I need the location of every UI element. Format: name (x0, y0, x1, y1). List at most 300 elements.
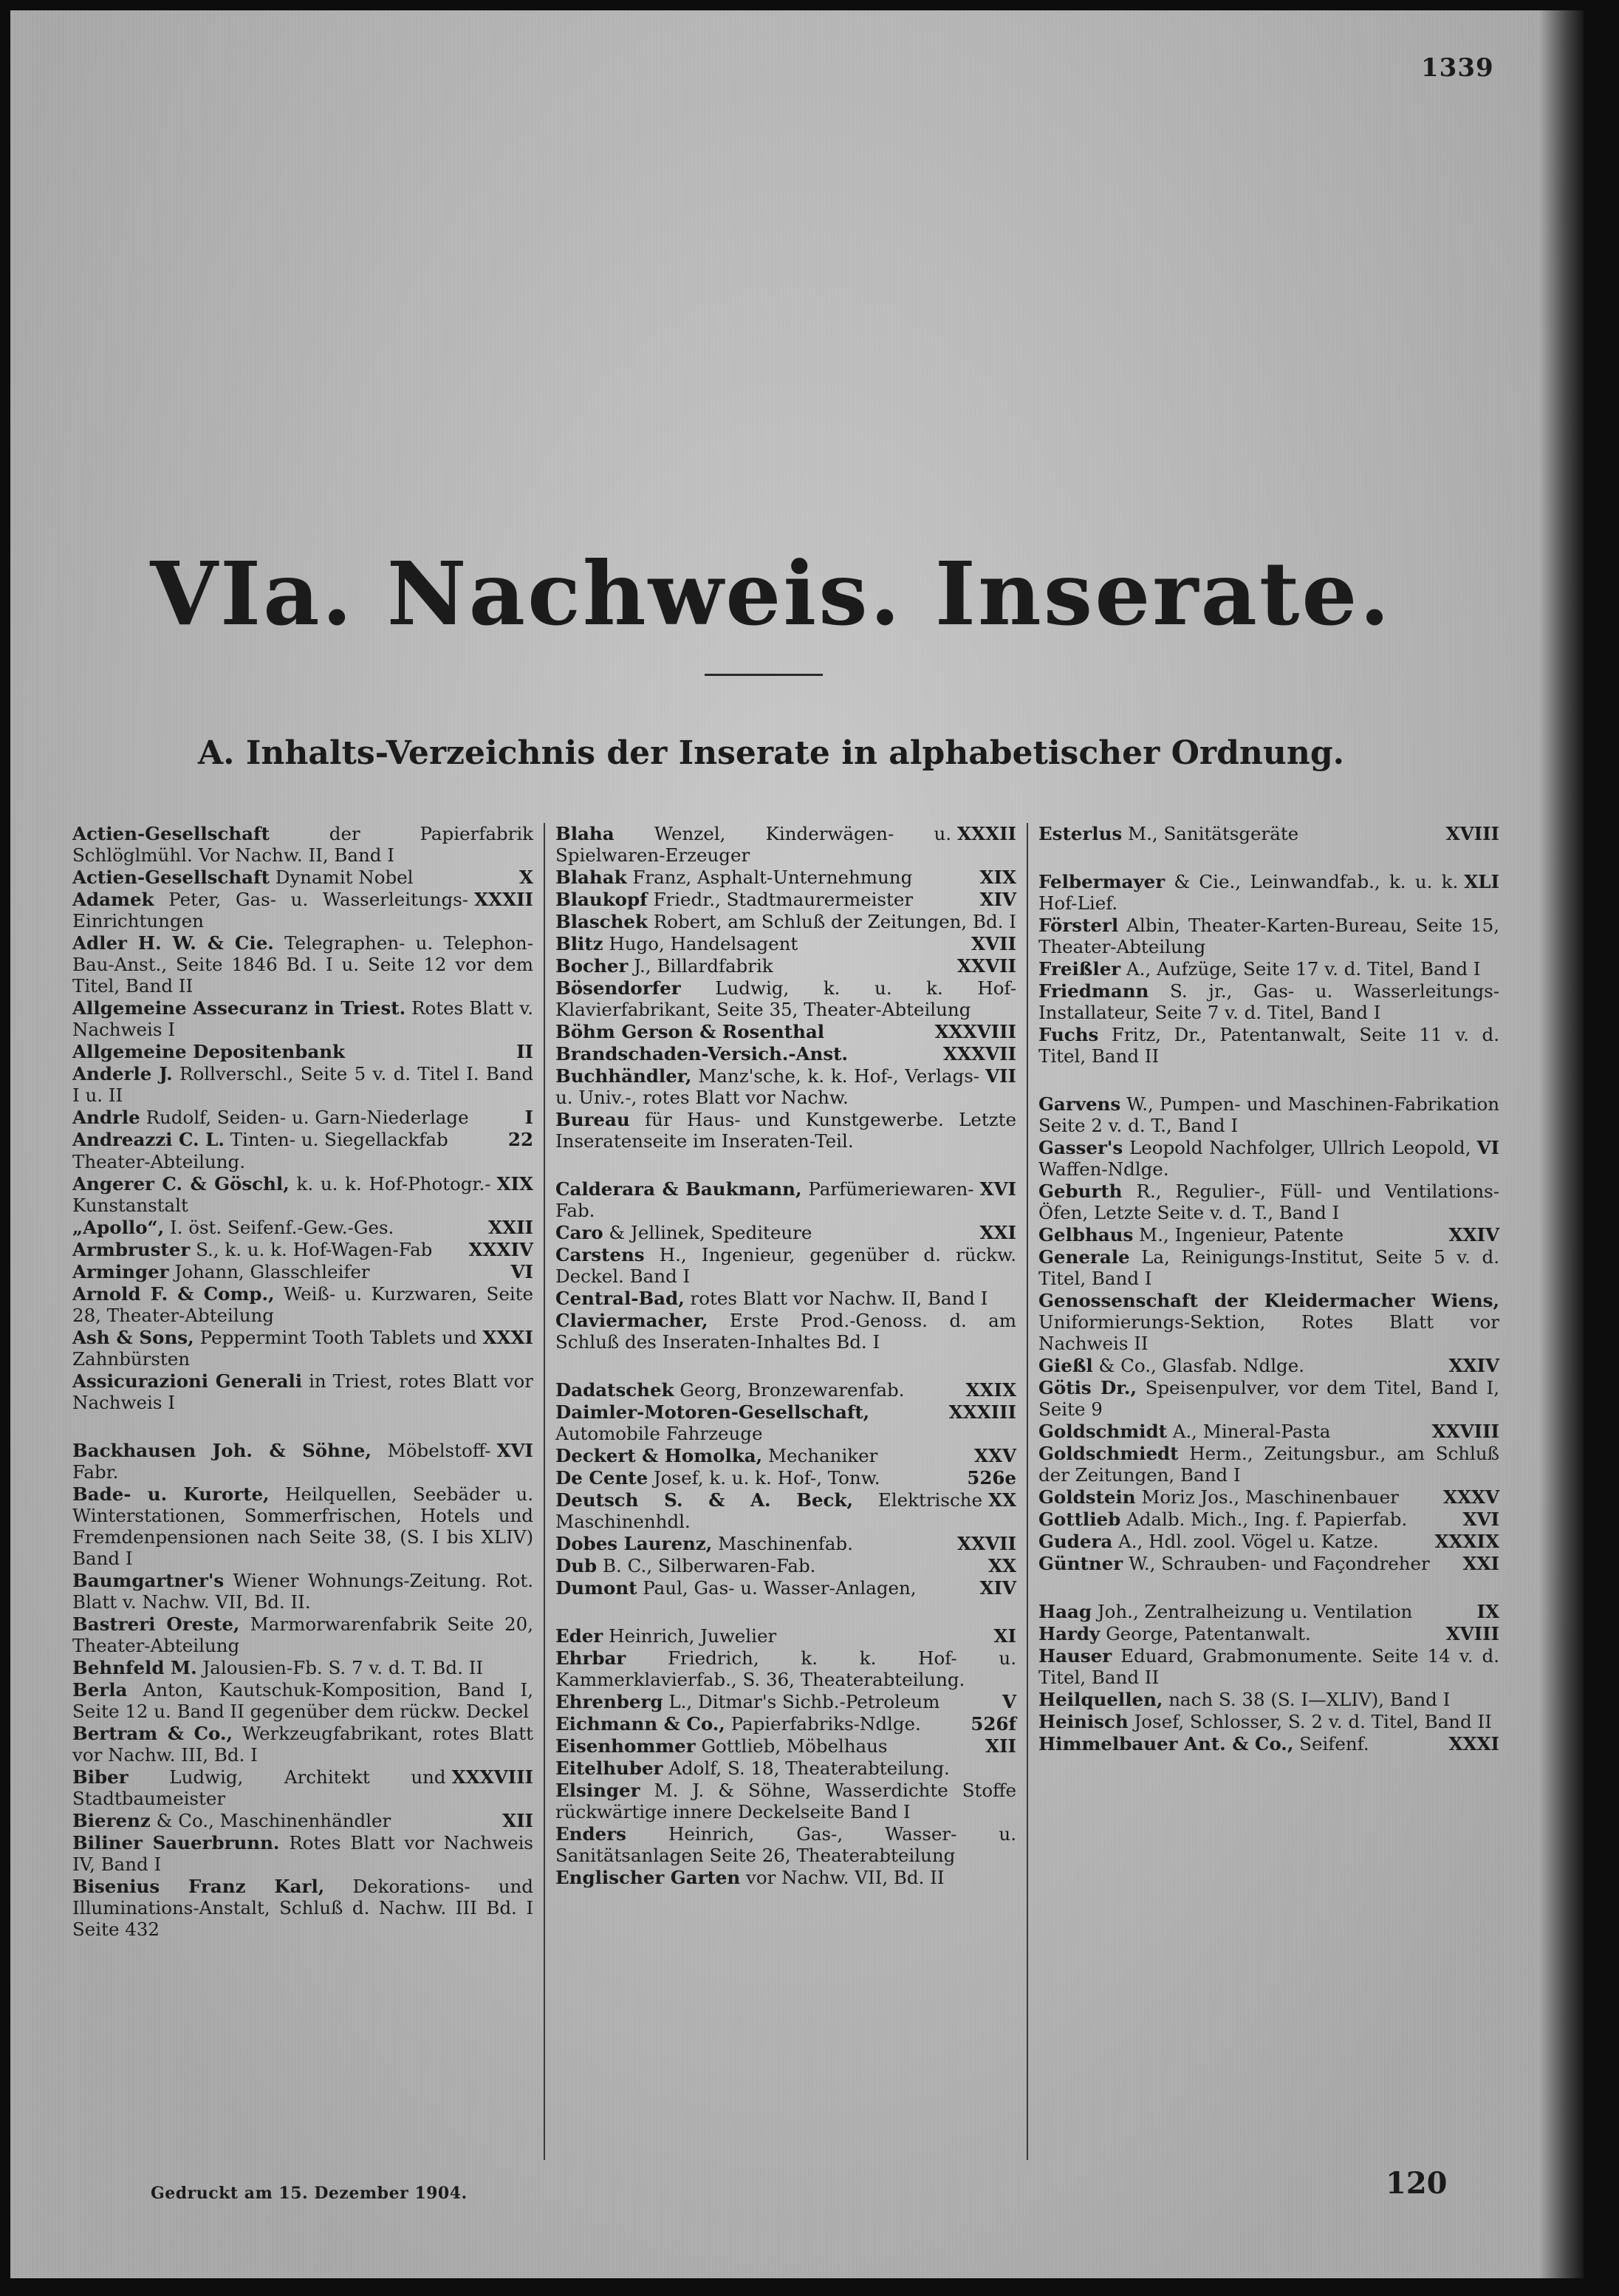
entry-name: Fuchs (1038, 1024, 1099, 1045)
entry-description: Peter, Gas- u. Wasserleitungs-Einrichtungen (72, 889, 469, 932)
entry-name: Actien-Gesellschaft (72, 867, 270, 888)
entry-description: & Co., Glasfab. Ndlge. (1098, 1355, 1305, 1376)
entry-reference: XXII (488, 1217, 533, 1238)
entry-name: Behnfeld M. (72, 1657, 197, 1678)
entry-description: Heilquellen, Seebäder u. Winterstationen, Sommerfrischen, Hotels und Fremdenpensionen nach Seite 38, (S. I bis XLIV) Band I (72, 1483, 533, 1569)
entry-reference: I (524, 1107, 533, 1128)
entry-name: Bisenius Franz Karl, (72, 1876, 325, 1897)
index-entry (555, 1867, 1016, 1888)
entry-name: Deckert & Homolka, (555, 1445, 763, 1466)
index-entry (72, 997, 533, 1040)
entry-reference: IX (1476, 1601, 1499, 1622)
index-entry (1038, 1601, 1499, 1622)
index-entry (72, 1570, 533, 1613)
entry-name: De Cente (555, 1467, 648, 1489)
entry-name: Himmelbauer Ant. & Co., (1038, 1733, 1294, 1755)
entry-name: Biliner Sauerbrunn. (72, 1832, 280, 1853)
entry-name: Gudera (1038, 1531, 1113, 1552)
entry-description: W., Schrauben- und Façondreher (1128, 1553, 1430, 1574)
entry-name: Böhm Gerson & Rosenthal (555, 1021, 825, 1042)
index-entry (555, 1577, 1016, 1599)
entry-name: Arnold F. & Comp., (72, 1283, 275, 1305)
entry-description: Franz, Asphalt-Unternehmung (632, 867, 913, 888)
entry-name: Carstens (555, 1244, 645, 1265)
index-entry (72, 823, 533, 866)
entry-name: Esterlus (1038, 823, 1123, 844)
document-page (10, 10, 1584, 2278)
entry-description: Mechaniker (767, 1445, 878, 1466)
entry-reference: XXXI (1448, 1733, 1499, 1755)
entry-description: Rotes Blatt vor Nachweis IV, Band I (72, 1832, 533, 1875)
index-entry (555, 1310, 1016, 1353)
title-rule (705, 674, 823, 676)
entry-reference: XXVII (957, 955, 1016, 977)
index-entry (72, 889, 533, 932)
entry-name: Blaha (555, 823, 615, 844)
entry-description: Heinrich, Gas-, Wasser- u. Sanitätsanlagen Seite 26, Theaterabteilung (555, 1823, 1017, 1866)
entry-description: L., Ditmar's Sichb.-Petroleum (668, 1691, 940, 1712)
entry-name: Gottlieb (1038, 1509, 1121, 1530)
entry-name: Ehrenberg (555, 1691, 663, 1712)
index-entry (555, 1065, 1016, 1108)
entry-name: Dub (555, 1555, 598, 1576)
entry-description: M., Ingenieur, Patente (1139, 1224, 1344, 1246)
entry-reference: XXXVII (943, 1043, 1016, 1065)
index-entry (555, 1467, 1016, 1489)
index-entry (555, 1043, 1016, 1065)
entry-description: Dynamit Nobel (275, 867, 414, 888)
entry-description: Josef, Schlosser, S. 2 v. d. Titel, Band II (1134, 1711, 1492, 1732)
index-entry (72, 1283, 533, 1326)
index-entry (72, 1217, 533, 1238)
index-entry (555, 1244, 1016, 1287)
entry-name: Bureau (555, 1109, 630, 1130)
index-entry (72, 867, 533, 888)
index-column-3 (1027, 823, 1510, 2160)
index-entry (1038, 1246, 1499, 1289)
entry-description: Ludwig, k. u. k. Hof-Klavierfabrikant, Seite 35, Theater-Abteilung (555, 977, 1016, 1020)
index-entry (555, 1533, 1016, 1554)
entry-reference: 526f (971, 1713, 1016, 1735)
printer-imprint: Gedruckt am 15. Dezember 1904. (151, 2184, 468, 2203)
entry-description: Parfümeriewaren-Fab. (555, 1178, 974, 1221)
index-entry (1038, 1486, 1499, 1508)
index-entry (1038, 1733, 1499, 1755)
index-entry (555, 1713, 1016, 1735)
entry-description: Johann, Glasschleifer (174, 1261, 370, 1282)
index-entry (555, 1625, 1016, 1647)
main-title: VIa. Nachweis. Inserate. (150, 542, 1392, 645)
entry-name: Allgemeine Assecuranz in Triest. (72, 997, 406, 1019)
entry-description: rotes Blatt vor Nachw. II, Band I (690, 1288, 988, 1309)
index-entry (555, 1222, 1016, 1243)
entry-reference: XIV (979, 1577, 1016, 1599)
entry-reference: XXI (1462, 1553, 1499, 1574)
entry-description: Wiener Wohnungs-Zeitung. Rot. Blatt v. Nachw. VII, Bd. II. (72, 1570, 533, 1613)
entry-reference: XVII (971, 933, 1016, 954)
entry-name: Gasser's (1038, 1137, 1123, 1158)
entry-reference: VI (1476, 1137, 1499, 1158)
entry-description: Möbelstoff-Fabr. (72, 1440, 491, 1483)
index-entry (72, 1440, 533, 1483)
index-entry (1038, 1509, 1499, 1530)
index-entry (1038, 915, 1499, 957)
index-entry (555, 955, 1016, 977)
entry-description: & Cie., Leinwandfab., k. u. k. Hof-Lief. (1038, 871, 1459, 914)
entry-name: Blaukopf (555, 889, 648, 910)
index-entry (1038, 1421, 1499, 1442)
entry-description: Theater-Abteilung. (72, 1151, 245, 1172)
entry-description: Moriz Jos., Maschinenbauer (1141, 1486, 1399, 1508)
entry-name: Caro (555, 1222, 603, 1243)
index-entry (555, 1489, 1016, 1532)
entry-name: Heilquellen, (1038, 1689, 1163, 1710)
entry-description: & Co., Maschinenhändler (156, 1810, 391, 1831)
entry-description: Rudolf, Seiden- u. Garn-Niederlage (146, 1107, 469, 1128)
entry-name: Blahak (555, 867, 627, 888)
entry-description: Hugo, Handelsagent (609, 933, 798, 954)
entry-description: A., Mineral-Pasta (1172, 1421, 1331, 1442)
index-entry (1038, 1181, 1499, 1223)
entry-reference: XXXVIII (451, 1766, 533, 1788)
entry-description: Maschinenfab. (718, 1533, 853, 1554)
entry-reference: XXI (979, 1222, 1016, 1243)
entry-name: Försterl (1038, 915, 1119, 936)
entry-reference: XXXIX (1434, 1531, 1499, 1552)
entry-reference: II (516, 1041, 533, 1062)
entry-name: Bade- u. Kurorte, (72, 1483, 270, 1505)
entry-name: Biber (72, 1766, 129, 1788)
index-entry (1038, 1290, 1499, 1354)
index-entry (72, 1679, 533, 1722)
entry-description: Seifenf. (1299, 1733, 1369, 1755)
entry-reference: VII (985, 1065, 1016, 1087)
index-entry (555, 1178, 1016, 1221)
entry-reference: VI (510, 1261, 533, 1282)
entry-name: Daimler-Motoren-Gesellschaft, (555, 1401, 870, 1423)
index-entry (1038, 980, 1499, 1023)
entry-description: Friedr., Stadtmaurermeister (653, 889, 914, 910)
entry-name: Dobes Laurenz, (555, 1533, 713, 1554)
index-entry (72, 1723, 533, 1766)
page-edge-shadow (1539, 10, 1584, 2278)
entry-name: Bertram & Co., (72, 1723, 233, 1744)
entry-description: Eduard, Grabmonumente. Seite 14 v. d. Titel, Band II (1038, 1645, 1499, 1688)
entry-name: Generale (1038, 1246, 1130, 1268)
entry-reference: XXIV (1448, 1224, 1499, 1246)
index-entry (1038, 1689, 1499, 1710)
entry-reference: XX (988, 1555, 1016, 1576)
entry-description: in Triest, rotes Blatt vor Nachweis I (72, 1370, 533, 1413)
entry-description: A., Aufzüge, Seite 17 v. d. Titel, Band I (1126, 958, 1481, 980)
entry-reference: XXIV (1448, 1355, 1499, 1376)
entry-name: Andreazzi C. L. (72, 1129, 225, 1150)
index-entry (555, 977, 1016, 1020)
index-entry (1038, 1553, 1499, 1574)
entry-description: Wenzel, Kinderwägen- u. Spielwaren-Erzeuger (555, 823, 952, 866)
entry-name: Calderara & Baukmann, (555, 1178, 802, 1200)
entry-description: Telegraphen- u. Telephon-Bau-Anst., Seite 1846 Bd. I u. Seite 12 vor dem Titel, Band II (72, 932, 533, 997)
entry-name: Enders (555, 1823, 626, 1845)
index-entry (555, 1757, 1016, 1779)
entry-name: „Apollo“, (72, 1217, 165, 1238)
entry-name: Goldstein (1038, 1486, 1136, 1508)
index-entry (1038, 1711, 1499, 1732)
index-entry (72, 1810, 533, 1831)
entry-name: Heinisch (1038, 1711, 1129, 1732)
entry-description: Marmorwarenfabrik Seite 20, Theater-Abteilung (72, 1613, 533, 1656)
index-entry (72, 1173, 533, 1216)
entry-description: Fritz, Dr., Patentanwalt, Seite 11 v. d. Titel, Band II (1038, 1024, 1499, 1067)
index-entry (1038, 1531, 1499, 1552)
entry-description: Papierfabriks-Ndlge. (730, 1713, 921, 1735)
entry-reference: 526e (967, 1467, 1016, 1489)
index-entry (72, 1239, 533, 1260)
entry-description: Leopold Nachfolger, Ullrich Leopold, Waffen-Ndlge. (1038, 1137, 1471, 1180)
entry-description: Joh., Zentralheizung u. Ventilation (1097, 1601, 1413, 1622)
entry-description: k. u. k. Hof-Photogr.-Kunstanstalt (72, 1173, 491, 1216)
index-entry (1038, 1093, 1499, 1136)
index-entry (555, 823, 1016, 866)
entry-description: J., Billardfabrik (634, 955, 773, 977)
entry-description: Manz'sche, k. k. Hof-, Verlags- u. Univ.-, rotes Blatt vor Nachw. (555, 1065, 980, 1108)
entry-name: Andrle (72, 1107, 140, 1128)
index-entry (72, 1151, 533, 1172)
entry-name: Gießl (1038, 1355, 1093, 1376)
index-entry (555, 933, 1016, 954)
entry-name: Blitz (555, 933, 603, 954)
entry-name: Anderle J. (72, 1063, 173, 1084)
entry-description: Friedrich, k. k. Hof- u. Kammerklavierfab., S. 36, Theaterabteilung. (555, 1647, 1017, 1690)
entry-name: Backhausen Joh. & Söhne, (72, 1440, 372, 1461)
page-number: 1339 (1421, 53, 1494, 83)
entry-description: Ludwig, Architekt und Stadtbaumeister (72, 1766, 446, 1809)
signature-number: 120 (1386, 2166, 1448, 2201)
entry-name: Berla (72, 1679, 128, 1701)
entry-name: Eisenhommer (555, 1735, 696, 1757)
index-entry (1038, 1355, 1499, 1376)
entry-description: Erste Prod.-Genoss. d. am Schluß des Inseraten-Inhaltes Bd. I (555, 1310, 1016, 1353)
entry-description: Paul, Gas- u. Wasser-Anlagen, (643, 1577, 917, 1599)
entry-name: Eder (555, 1625, 603, 1647)
index-entry (72, 1876, 533, 1940)
entry-reference: V (1002, 1691, 1016, 1712)
index-entry (1038, 1137, 1499, 1180)
index-entry (72, 1657, 533, 1678)
entry-name: Eitelhuber (555, 1757, 663, 1779)
entry-name: Haag (1038, 1601, 1092, 1622)
entry-name: Armbruster (72, 1239, 191, 1260)
index-entry (1038, 1224, 1499, 1246)
entry-description: Uniformierungs-Sektion, Rotes Blatt vor Nachweis II (1038, 1311, 1499, 1354)
entry-name: Dumont (555, 1577, 637, 1599)
entry-reference: XIV (979, 889, 1016, 910)
entry-name: Goldschmiedt (1038, 1443, 1179, 1464)
index-entry (555, 1445, 1016, 1466)
entry-reference: XII (985, 1735, 1016, 1757)
entry-description: Josef, k. u. k. Hof-, Tonw. (653, 1467, 880, 1489)
entry-name: Deutsch S. & A. Beck, (555, 1489, 853, 1511)
entry-description: Robert, am Schluß der Zeitungen, Bd. I (653, 911, 1016, 932)
entry-description: nach S. 38 (S. I—XLIV), Band I (1168, 1689, 1451, 1710)
index-entry (1038, 1645, 1499, 1688)
entry-description: George, Patentanwalt. (1106, 1623, 1311, 1644)
entry-name: Adamek (72, 889, 154, 910)
entry-description: Georg, Bronzewarenfab. (680, 1379, 905, 1401)
index-entry (555, 1691, 1016, 1712)
entry-description: Jalousien-Fb. S. 7 v. d. T. Bd. II (202, 1657, 484, 1678)
entry-name: Arminger (72, 1261, 169, 1282)
entry-name: Adler H. W. & Cie. (72, 932, 274, 954)
entry-reference: XVIII (1445, 823, 1499, 844)
entry-reference: XXXI (482, 1327, 533, 1348)
entry-name: Genossenschaft der Kleidermacher Wiens, (1038, 1290, 1499, 1311)
entry-reference: XXV (973, 1445, 1016, 1466)
index-entry (72, 1041, 533, 1062)
index-entry (72, 1261, 533, 1282)
index-columns (62, 823, 1510, 2160)
entry-name: Ehrbar (555, 1647, 626, 1669)
entry-reference: XIX (979, 867, 1016, 888)
entry-name: Englischer Garten (555, 1867, 741, 1888)
entry-description: Automobile Fahrzeuge (555, 1423, 763, 1444)
entry-description: B. C., Silberwaren-Fab. (603, 1555, 816, 1576)
entry-name: Felbermayer (1038, 871, 1166, 892)
entry-name: Hardy (1038, 1623, 1101, 1644)
entry-reference: XVI (979, 1178, 1016, 1200)
entry-description: Speisenpulver, vor dem Titel, Band I, Seite 9 (1038, 1377, 1499, 1420)
entry-description: M., Sanitätsgeräte (1128, 823, 1299, 844)
entry-name: Goldschmidt (1038, 1421, 1167, 1442)
entry-reference: XVI (1462, 1509, 1499, 1530)
entry-description: S. jr., Gas- u. Wasserleitungs-Installateur, Seite 7 v. d. Titel, Band I (1038, 980, 1500, 1023)
entry-reference: XXVIII (1431, 1421, 1499, 1442)
index-entry (72, 1129, 533, 1150)
index-entry (72, 1483, 533, 1569)
entry-name: Friedmann (1038, 980, 1149, 1002)
entry-description: für Haus- und Kunstgewerbe. Letzte Inseratenseite im Inseraten-Teil. (555, 1109, 1016, 1152)
entry-description: Gottlieb, Möbelhaus (701, 1735, 888, 1757)
entry-description: Peppermint Tooth Tablets und Zahnbürsten (72, 1327, 477, 1370)
entry-description: Heinrich, Juwelier (609, 1625, 777, 1647)
entry-description: der Papierfabrik Schlöglmühl. Vor Nachw. II, Band I (72, 823, 533, 866)
entry-description: Dekorations- und Illuminations-Anstalt, Schluß d. Nachw. III Bd. I Seite 432 (72, 1876, 533, 1940)
entry-description: Rollverschl., Seite 5 v. d. Titel I. Band I u. II (72, 1063, 534, 1106)
index-entry (555, 911, 1016, 932)
index-entry (72, 1107, 533, 1128)
entry-name: Bösendorfer (555, 977, 681, 999)
index-entry (1038, 871, 1499, 914)
index-column-2 (544, 823, 1027, 2160)
entry-name: Central-Bad, (555, 1288, 685, 1309)
entry-name: Ash & Sons, (72, 1327, 194, 1348)
entry-name: Götis Dr., (1038, 1377, 1137, 1398)
entry-description: Herm., Zeitungsbur., am Schluß der Zeitungen, Band I (1038, 1443, 1499, 1486)
entry-description: & Jellinek, Spediteure (609, 1222, 812, 1243)
entry-description: A., Hdl. zool. Vögel u. Katze. (1118, 1531, 1379, 1552)
entry-reference: XXXIV (468, 1239, 533, 1260)
entry-name: Baumgartner's (72, 1570, 225, 1591)
index-entry (1038, 1024, 1499, 1067)
entry-name: Gelbhaus (1038, 1224, 1134, 1246)
entry-reference: X (518, 867, 533, 888)
entry-name: Brandschaden-Versich.-Anst. (555, 1043, 848, 1065)
entry-reference: XIX (496, 1173, 533, 1195)
entry-name: Güntner (1038, 1553, 1123, 1574)
entry-name: Freißler (1038, 958, 1121, 980)
index-entry (555, 867, 1016, 888)
entry-name: Eichmann & Co., (555, 1713, 725, 1735)
entry-name: Claviermacher, (555, 1310, 708, 1331)
entry-reference: XXVII (957, 1533, 1016, 1554)
index-entry (555, 889, 1016, 910)
entry-description: H., Ingenieur, gegenüber d. rückw. Deckel. Band I (555, 1244, 1016, 1287)
entry-description: R., Regulier-, Füll- und Ventilations-Öfen, Letzte Seite v. d. T., Band I (1038, 1181, 1499, 1223)
entry-description: W., Pumpen- und Maschinen-Fabrikation Seite 2 v. d. T., Band I (1038, 1093, 1499, 1136)
entry-name: Allgemeine Depositenbank (72, 1041, 346, 1062)
entry-name: Elsinger (555, 1780, 640, 1801)
entry-description: Adolf, S. 18, Theaterabteilung. (668, 1757, 950, 1779)
entry-reference: XXXII (957, 823, 1016, 844)
index-entry (72, 1063, 533, 1106)
index-entry (72, 932, 533, 997)
entry-name: Buchhändler, (555, 1065, 692, 1087)
entry-reference: XI (993, 1625, 1016, 1647)
entry-reference: 22 (507, 1129, 533, 1150)
entry-reference: XX (988, 1489, 1016, 1511)
index-entry (1038, 1443, 1499, 1486)
entry-name: Blaschek (555, 911, 648, 932)
index-entry (555, 1555, 1016, 1576)
entry-name: Angerer C. & Göschl, (72, 1173, 290, 1195)
index-entry (555, 1735, 1016, 1757)
entry-name: Assicurazioni Generali (72, 1370, 303, 1392)
index-entry (1038, 823, 1499, 844)
index-entry (72, 1766, 533, 1809)
entry-description: Tinten- u. Siegellackfab (230, 1129, 448, 1150)
entry-reference: XXXVIII (934, 1021, 1016, 1042)
entry-reference: XVI (496, 1440, 533, 1461)
index-entry (72, 1327, 533, 1370)
entry-name: Bocher (555, 955, 629, 977)
index-entry (555, 1109, 1016, 1152)
entry-name: Geburth (1038, 1181, 1123, 1202)
entry-reference: XII (502, 1810, 533, 1831)
index-column-1 (62, 823, 544, 2160)
entry-name: Bastreri Oreste, (72, 1613, 240, 1635)
entry-reference: XLI (1464, 871, 1499, 892)
entry-description: S., k. u. k. Hof-Wagen-Fab (196, 1239, 433, 1260)
index-entry (555, 1379, 1016, 1401)
entry-reference: XVIII (1445, 1623, 1499, 1644)
section-heading: A. Inhalts-Verzeichnis der Inserate in alphabetischer Ordnung. (198, 734, 1344, 772)
entry-description: vor Nachw. VII, Bd. II (746, 1867, 945, 1888)
entry-description: Elektrische Maschinenhdl. (555, 1489, 982, 1532)
index-entry (555, 1647, 1016, 1690)
index-entry (72, 1832, 533, 1875)
entry-name: Garvens (1038, 1093, 1121, 1115)
entry-description: M. J. & Söhne, Wasserdichte Stoffe rückwärtige innere Deckelseite Band I (555, 1780, 1017, 1822)
entry-description: La, Reinigungs-Institut, Seite 5 v. d. Titel, Band I (1038, 1246, 1499, 1289)
entry-name: Dadatschek (555, 1379, 674, 1401)
entry-reference: XXXV (1442, 1486, 1499, 1508)
entry-name: Bierenz (72, 1810, 151, 1831)
entry-reference: XXXIII (948, 1401, 1016, 1423)
entry-description: Rotes Blatt v. Nachweis I (72, 997, 533, 1040)
entry-description: Albin, Theater-Karten-Bureau, Seite 15, Theater-Abteilung (1038, 915, 1499, 957)
index-entry (555, 1021, 1016, 1042)
entry-reference: XXIX (965, 1379, 1016, 1401)
